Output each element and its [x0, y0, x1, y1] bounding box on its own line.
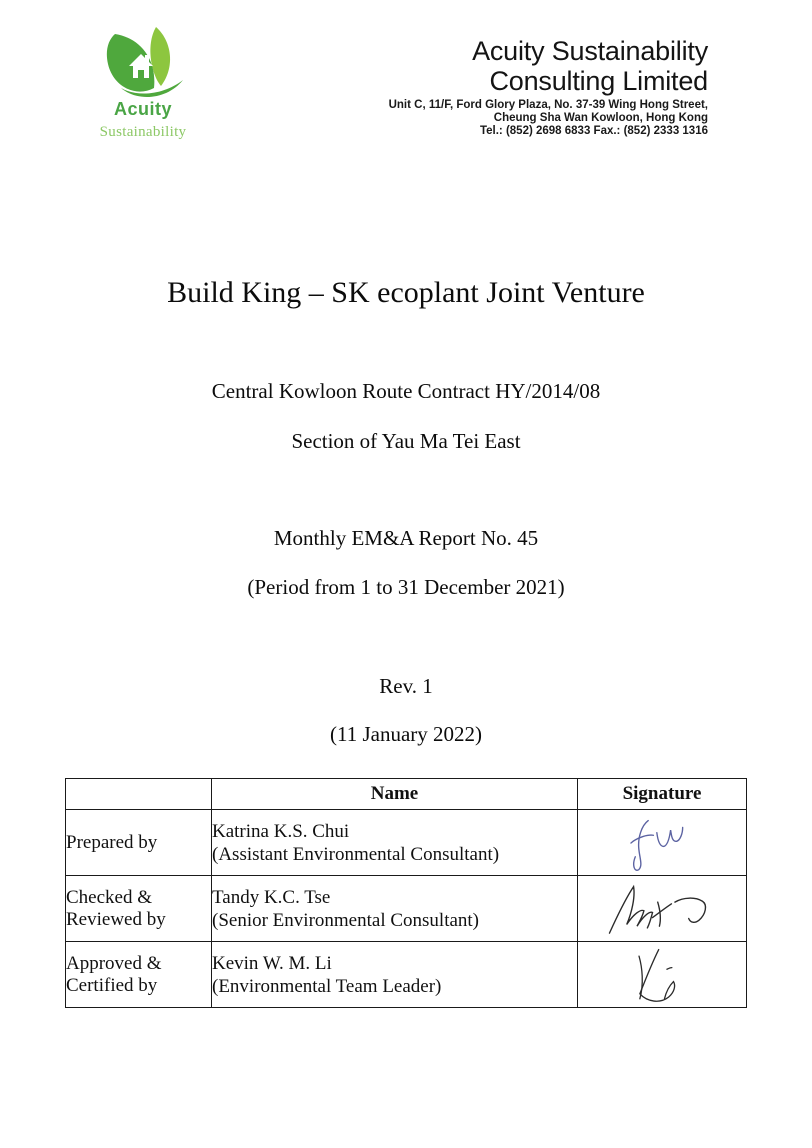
person-name: Tandy K.C. Tse	[212, 886, 331, 908]
role-cell: Prepared by	[66, 810, 212, 876]
report-period-line: (Period from 1 to 31 December 2021)	[247, 575, 565, 599]
table-row-checked-reviewed-by	[66, 876, 747, 942]
document-title: Build King – SK ecoplant Joint Venture	[167, 276, 645, 309]
approval-table	[65, 778, 747, 1008]
company-contact-line: Tel.: (852) 2698 6833 Fax.: (852) 2333 1316	[479, 124, 708, 137]
company-header	[248, 36, 708, 137]
contract-line: Central Kowloon Route Contract HY/2014/08	[211, 379, 601, 403]
signature-cell	[578, 876, 747, 942]
table-row-prepared-by	[66, 810, 747, 876]
approval-header-role	[66, 779, 212, 810]
approval-header-signature: Signature	[578, 779, 747, 810]
signature-cell	[578, 810, 747, 876]
role-cell: Checked & Reviewed by	[66, 876, 212, 942]
report-number-line: Monthly EM&A Report No. 45	[273, 526, 539, 550]
logo-sub-text: Sustainability	[99, 124, 187, 140]
acuity-logo	[88, 26, 198, 141]
leaf-house-icon	[93, 26, 193, 98]
name-cell	[212, 942, 578, 1008]
signature-checked-reviewed-by	[592, 878, 732, 940]
person-title: (Senior Environmental Consultant)	[212, 909, 480, 931]
company-address-line1: Unit C, 11/F, Ford Glory Plaza, No. 37-39 Wing Hong Street,	[388, 99, 708, 111]
signature-prepared-by	[607, 812, 717, 874]
logo-brand-text: Acuity	[113, 99, 172, 119]
person-title: (Assistant Environmental Consultant)	[212, 843, 500, 865]
person-name: Kevin W. M. Li	[212, 952, 332, 974]
revision-date-line: (11 January 2022)	[329, 722, 482, 746]
approval-header-name: Name	[212, 779, 578, 810]
table-row-approved-certified-by	[66, 942, 747, 1008]
company-name-line1: Acuity Sustainability	[472, 36, 708, 66]
company-address-line2: Cheung Sha Wan Kowloon, Hong Kong	[493, 111, 708, 124]
signature-approved-certified-by	[607, 943, 717, 1007]
name-cell	[212, 876, 578, 942]
role-cell: Approved & Certified by	[66, 942, 212, 1008]
company-name-line2: Consulting Limited	[489, 66, 708, 96]
revision-line: Rev. 1	[379, 674, 433, 698]
signature-cell	[578, 942, 747, 1008]
name-cell	[212, 810, 578, 876]
person-name: Katrina K.S. Chui	[212, 820, 350, 842]
person-title: (Environmental Team Leader)	[212, 975, 442, 997]
approval-header-row	[66, 779, 747, 810]
section-line: Section of Yau Ma Tei East	[291, 429, 521, 453]
